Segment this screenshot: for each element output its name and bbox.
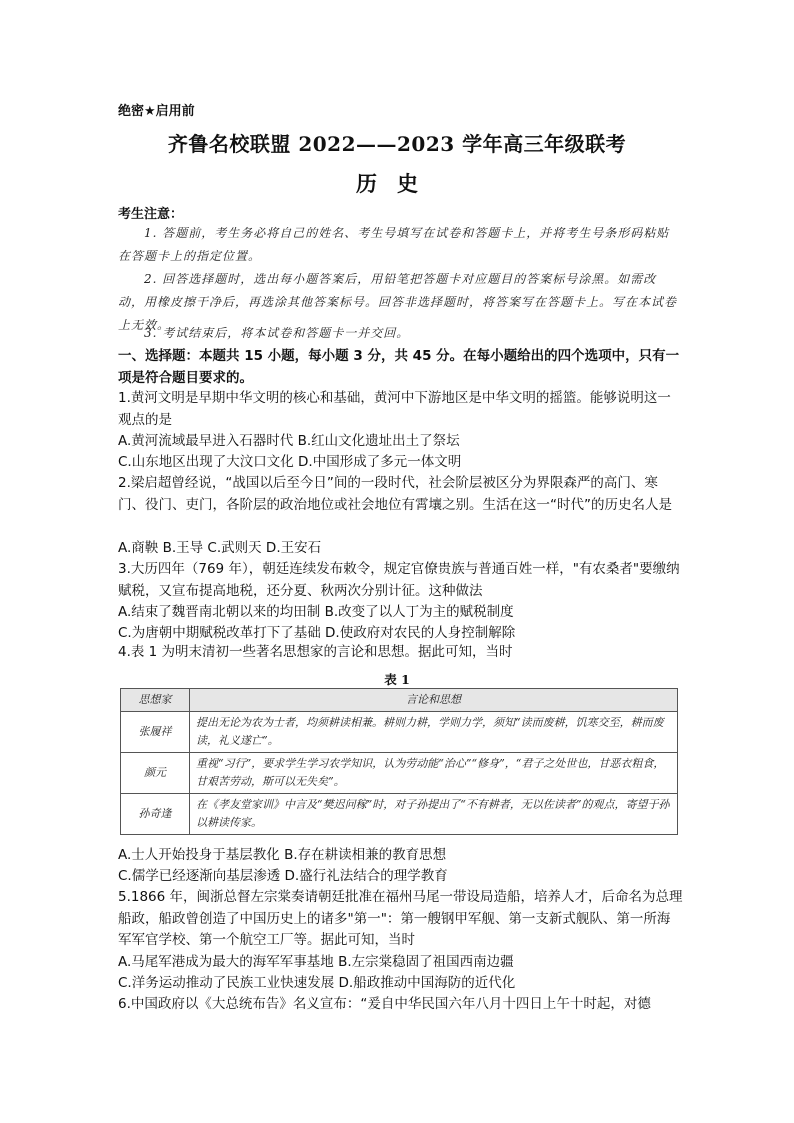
notice-item: 3. 考试结束后，将本试卷和答题卡一并交回。	[144, 326, 410, 340]
question-stem: 6.中国政府以《大总统布告》名义宣布：“爰自中华民国六年八月十四日上午十时起，对德	[118, 996, 651, 1012]
question-option: A.士人开始投身于基层教化 B.存在耕读相兼的教育思想	[118, 847, 447, 863]
table-cell-text: 提出无论为农为士者，均须耕读相兼。耕则力耕，学则力学，须知“读而废耕，饥寒交至，耕而废读，礼义遂亡”。	[190, 712, 678, 753]
table-row	[121, 753, 678, 794]
table-caption: 表 1	[384, 672, 410, 687]
confidential-label: 绝密★启用前	[118, 104, 195, 119]
table-cell-name: 颜元	[121, 753, 190, 794]
section-heading: 一、选择题：本题共 15 小题，每小题 3 分，共 45 分。在每小题给出的四个选项中，只有一项是符合题目要求的。	[118, 348, 680, 386]
table-header-row	[121, 689, 678, 712]
table-cell-text: 重视“习行”，要求学生学习农学知识，认为劳动能“治心”“修身”，“君子之处世也，甘恶衣粗食，甘艰苦劳动，斯可以无失矣”。	[190, 753, 678, 794]
question-option: A.结束了魏晋南北朝以来的均田制 B.改变了以人丁为主的赋税制度	[118, 604, 514, 620]
table-row	[121, 794, 678, 835]
question-option: C.山东地区出现了大汶口文化 D.中国形成了多元一体文明	[118, 454, 462, 470]
subject-title: 历史	[356, 171, 438, 196]
question-stem: 4.表 1 为明末清初一些著名思想家的言论和思想。据此可知，当时	[118, 644, 513, 660]
table-header-cell: 言论和思想	[190, 689, 678, 712]
question-stem: 1.黄河文明是早期中华文明的核心和基础，黄河中下游地区是中华文明的摇篮。能够说明这一观点的是	[118, 390, 671, 428]
exam-title: 齐鲁名校联盟 2022——2023 学年高三年级联考	[167, 132, 627, 156]
notice-item: 2. 回答选择题时，选出每小题答案后，用铅笔把答题卡对应题目的答案标号涂黑。如需改动，用橡皮擦干净后，再选涂其他答案标号。回答非选择题时，将答案写在答题卡上。写在本试卷上无效。	[118, 272, 678, 332]
table-cell-name: 张履祥	[121, 712, 190, 753]
table-row	[121, 712, 678, 753]
question-stem: 2.梁启超曾经说，“战国以后至今日”间的一段时代，社会阶层被区分为界限森严的高门、寒门、役门、吏门，各阶层的政治地位或社会地位有霄壤之别。生活在这一“时代”的历史名人是	[118, 475, 672, 513]
question-option: C.为唐朝中期赋税改革打下了基础 D.使政府对农民的人身控制解除	[118, 625, 516, 641]
question-option: C.儒学已经逐渐向基层渗透 D.盛行礼法结合的理学教育	[118, 868, 448, 884]
question-option: A.商鞅 B.王导 C.武则天 D.王安石	[118, 540, 322, 556]
notice-heading: 考生注意：	[118, 207, 184, 222]
question-stem: 5.1866 年，闽浙总督左宗棠奏请朝廷批准在福州马尾一带设局造船，培养人才，后命名为总理船政，船政曾创造了中国历史上的诸多"第一"：第一艘钢甲军舰、第一支新式舰队、第一所海军军官学校、第一个航空工厂等。据此可知，当时	[118, 889, 683, 948]
thinkers-table	[120, 688, 678, 835]
question-option: C.洋务运动推动了民族工业快速发展 D.船政推动中国海防的近代化	[118, 975, 516, 991]
question-option: A.马尾军港成为最大的海军军事基地 B.左宗棠稳固了祖国西南边疆	[118, 954, 514, 970]
notice-item: 1. 答题前，考生务必将自己的姓名、考生号填写在试卷和答题卡上，并将考生号条形码粘贴在答题卡上的指定位置。	[118, 226, 670, 263]
table-cell-text: 在《孝友堂家训》中言及“樊迟问稼”时，对子孙提出了“不有耕者，无以佐读者”的观点，寄望于孙以耕读传家。	[190, 794, 678, 835]
table-cell-name: 孙奇逢	[121, 794, 190, 835]
question-option: A.黄河流域最早进入石器时代 B.红山文化遗址出土了祭坛	[118, 433, 460, 449]
table-header-cell: 思想家	[121, 689, 190, 712]
question-stem: 3.大历四年（769 年），朝廷连续发布敕令，规定官僚贵族与普通百姓一样，"有农桑者"要缴纳赋税，又宣布提高地税，还分夏、秋两次分别计征。这种做法	[118, 561, 680, 599]
